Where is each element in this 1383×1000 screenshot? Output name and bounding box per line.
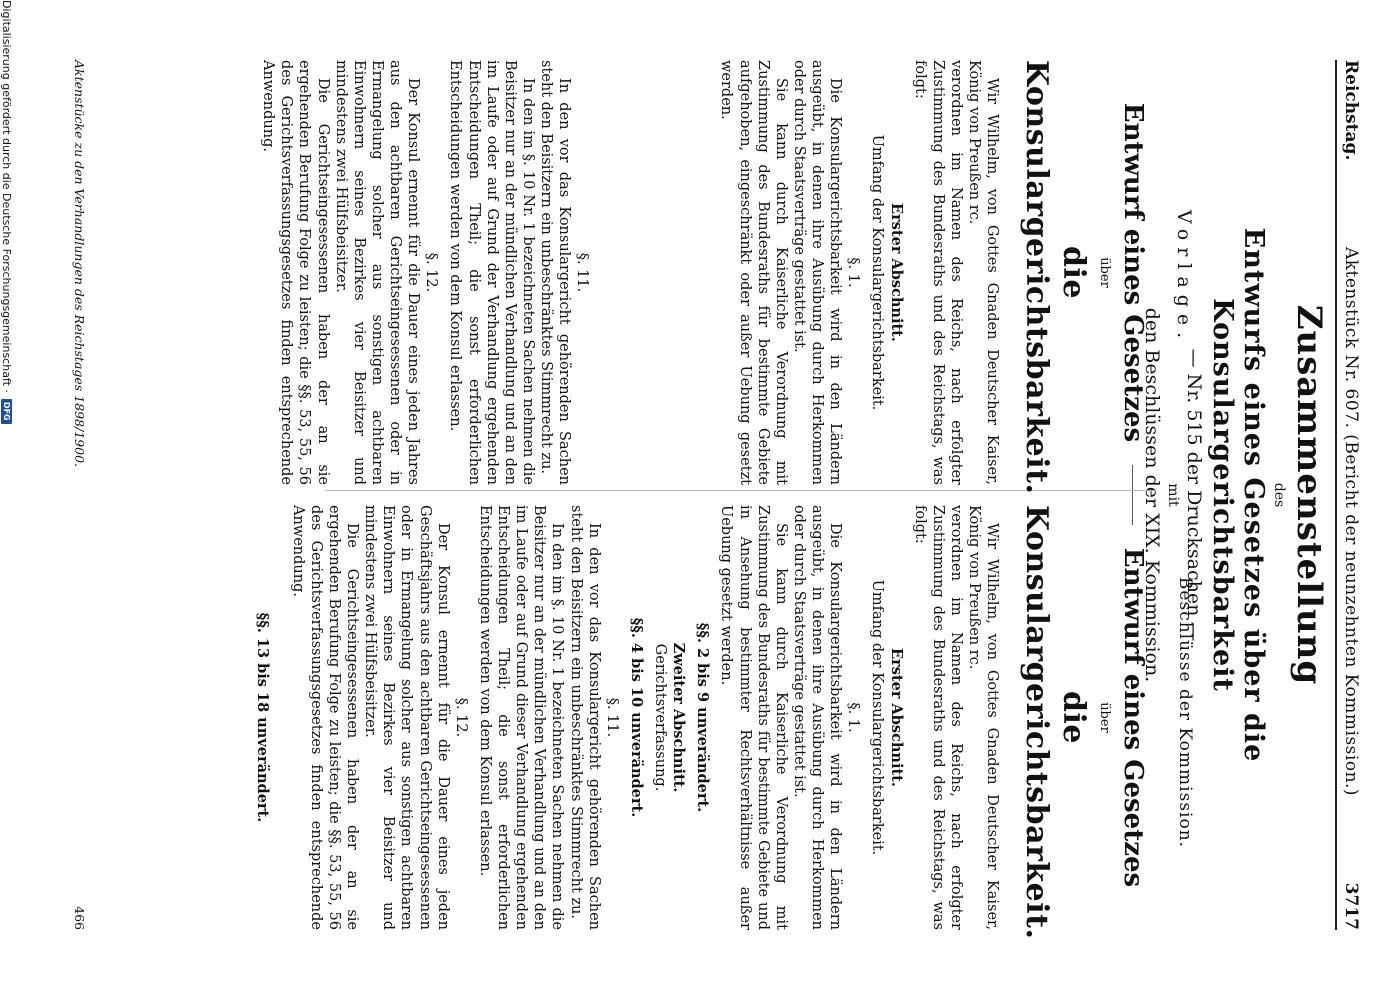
abschnitt-title: Umfang der Konsulargerichtsbarkeit. [869,134,886,411]
entwurf-ueber: über [1097,702,1113,733]
paragraph-text: Die Gerichtseingesessenen haben der an sie ergehenden Berufung Folge zu leisten; die §§. 53, 55, 56 des Gerichtsverfassungsgesetzes finden entsprechende Anwendung. [289,505,361,930]
paragraph-text: Sie kann durch Kaiserliche Verordnung mit Zustimmung des Bundesraths für bestimmte Gebiete und in Ansehung bestimmter Rechtsverhältnisse außer Uebung gesetzt werden. [718,505,789,930]
left-column-vorlage [259,60,1155,495]
abschnitt-heading: Erster Abschnitt. [887,648,905,787]
title-des: des [1271,482,1287,508]
paragraph-number: §. 11. [574,252,591,293]
dfg-logo: DFG [1,399,12,424]
column-headings [1173,60,1195,930]
entwurf-name: die Konsulargerichtsbarkeit. [1018,505,1092,940]
funding-text: Digitalisierung gefördert durch die Deutsche Forschungsgemeinschaft · [0,0,13,393]
paragraph-text: Sie kann durch Kaiserliche Verordnung mit Zustimmung des Bundesraths für bestimmte Gebiete aufgehoben, eingeschränkt oder außer Uebung gesetzt werden. [718,60,789,485]
wir-wilhelm: Wir Wilhelm, von Gottes Gnaden Deutscher Kaiser, König von Preußen rc. [966,60,1001,485]
paragraph-number: §. 12. [452,697,469,738]
subtitle: Entwurfs eines Gesetzes über die Konsulargerichtsbarkeit [1207,227,1269,763]
unchanged-note: §§. 2 bis 9 unverändert. [694,622,712,813]
paragraph-text: Der Konsul ernennt für die Dauer eines jeden Jahres aus den achtbaren Gerichtseingesessenen oder in Ermangelung solcher aus sonstigen achtbaren Einwohnern seines Bezirkes vier Beisitzer und mindestens zwei Hülfsbeisitzer. [332,60,422,485]
main-title: Zusammenstellung [1289,304,1329,686]
funding-note [0,0,13,1000]
spacer [597,60,717,485]
paragraph-text: Die Konsulargerichtsbarkeit wird in den Ländern ausgeübt, in denen ihre Ausübung durch Herkommen oder durch Staatsverträge gestattet ist. [791,505,844,930]
footer-page-number: 466 [72,906,87,930]
entwurf-title: Entwurf eines Gesetzes [1118,102,1148,443]
paragraph-number: §. 1. [845,257,862,288]
entwurf-name: die Konsulargerichtsbarkeit. [1018,60,1092,495]
right-column-beschluesse [247,505,1156,940]
abschnitt-title: Umfang der Konsulargerichtsbarkeit. [869,579,886,856]
title-block [1132,60,1331,930]
paragraph-text: In den im §. 10 Nr. 1 bezeichneten Sachen nehmen die Beisitzer nur an der mündlichen Verhandlung und an den im Laufe oder auf Grund der Verhandlung ergehenden Entscheidungen Theil; die sonst erforderlichen Entscheidungen werden von dem Konsul erlassen. [447,60,536,485]
entwurf-title: Entwurf eines Gesetzes [1118,547,1148,888]
paragraph-number: §. 11. [603,697,620,738]
header-center: Aktenstück Nr. 607. (Bericht der neunzehnten Kommission.) [1341,246,1361,797]
page-footer [72,60,87,930]
verordnen: verordnen im Namen des Reichs, nach erfolgter Zustimmung des Bundesraths und des Reichstags, was folgt: [911,60,964,485]
drucksachen-ref: — Nr. 515 der Drucksachen — [1183,348,1205,642]
abschnitt-heading: Zweiter Abschnitt. [670,642,688,793]
entwurf-ueber: über [1097,257,1113,288]
verordnen: verordnen im Namen des Reichs, nach erfolgter Zustimmung des Bundesraths und des Reichstags, was folgt: [911,505,964,930]
paragraph-text: Der Konsul ernennt für die Dauer eines jeden Geschäftsjahrs aus den achtbaren Gerichtseingesessenen oder in Ermangelung solcher aus sonstigen achtbaren Einwohnern seines Bezirkes vier Beisitzer und mindestens zwei Hülfsbeisitzer. [362,505,451,930]
paragraph-text: In den vor das Konsulargericht gehörenden Sachen steht den Beisitzern ein unbeschränktes Stimmrecht zu. [567,505,602,930]
unchanged-note: §§. 13 bis 18 unverändert. [253,612,271,823]
abschnitt-title: Gerichtsverfassung. [652,643,669,792]
unchanged-note: §§. 4 bis 10 unverändert. [628,617,645,818]
title-mit: mit [1165,483,1181,507]
abschnitt-heading: Erster Abschnitt. [887,203,905,342]
paragraph-text: Die Gerichtseingesessenen haben der an sie ergehenden Berufung Folge zu leisten; die §§. 53, 55, 56 des Gerichtsverfassungsgesetzes finden entsprechende Anwendung. [260,60,331,485]
paragraph-text: In den vor das Konsulargericht gehörenden Sachen steht den Beisitzern ein unbeschränktes Stimmrecht zu. [538,60,573,485]
paragraph-text: In den im §. 10 Nr. 1 bezeichneten Sachen nehmen die Beisitzer nur an der mündlichen Verhandlung und an den im Laufe oder auf Grund dieser Verhandlung ergehenden Entscheidungen Theil; die sonst erforderlichen Entscheidungen werden von dem Konsul erlassen. [477,505,566,930]
page-header [1335,60,1365,930]
paragraph-number: §. 1. [845,702,862,733]
page-number: 3717 [1341,882,1361,930]
paragraph-text: Die Konsulargerichtsbarkeit wird in den Ländern ausgeübt, in denen ihre Ausübung durch Herkommen oder durch Staatsverträge gestattet ist. [791,60,844,485]
header-left: Reichstag. [1341,60,1361,161]
paragraph-number: §. 12. [423,252,440,293]
left-column-heading: Vorlage. [1173,209,1195,346]
wir-wilhelm: Wir Wilhelm, von Gottes Gnaden Deutscher Kaiser, König von Preußen rc. [966,505,1001,930]
footer-source: Aktenstücke zu den Verhandlungen des Reichstages 1898/1900. [72,60,87,468]
right-column-heading: Beschlüsse der Kommission. [1175,576,1195,849]
kommission-line: den Beschlüssen der XIX. Kommission. [1141,307,1163,683]
